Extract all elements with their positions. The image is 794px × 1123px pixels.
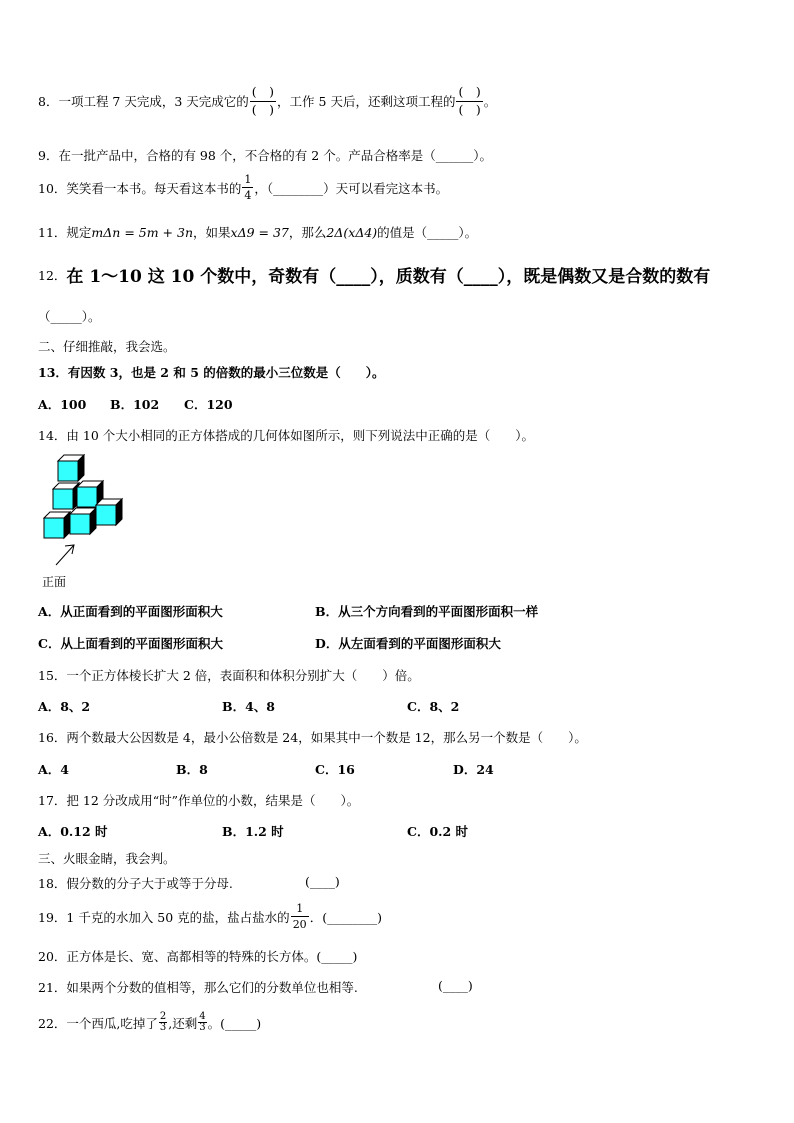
question-text: 一项工程 7 天完成，3 天完成它的 — [58, 94, 249, 109]
question-text: 笑笑看一本书。每天看这本书的 — [66, 180, 242, 196]
cube-block — [58, 455, 84, 481]
option-d[interactable]: D．24 — [453, 762, 494, 777]
question-16 — [38, 728, 587, 746]
question-19 — [38, 903, 382, 930]
question-text: ，（________）天可以看完这本书。 — [254, 180, 449, 196]
section-heading-3: 三、火眼金睛，我会判。 — [38, 851, 176, 866]
math-expression: 2Δ(xΔ4) — [326, 224, 378, 240]
question-text: 有因数 3，也是 2 和 5 的倍数的最小三位数是（ ）。 — [67, 365, 385, 380]
question-10 — [38, 174, 448, 201]
question-text: 一个西瓜,吃掉了 — [66, 1015, 158, 1031]
question-text: 两个数最大公因数是 4，最小公倍数是 24，如果其中一个数是 12，那么另一个数是（ ）。 — [66, 730, 587, 745]
question-text: （_____）。 — [38, 309, 101, 324]
cube-block — [53, 483, 79, 509]
question-20 — [38, 947, 357, 965]
option-a[interactable]: A．100 — [38, 397, 87, 412]
fraction-blank: $\frac{( )}{( )}$ — [458, 84, 481, 117]
option-c[interactable]: C．16 — [315, 762, 355, 777]
option-a[interactable]: A．8、2 — [38, 699, 91, 714]
cube-block — [70, 508, 96, 534]
fraction: $\frac{2}{3}$ — [159, 1011, 167, 1033]
option-c[interactable]: C．120 — [184, 397, 233, 412]
question-text: 把 12 分改成用“时”作单位的小数，结果是（ ）。 — [66, 793, 360, 808]
fraction: $\frac{4}{3}$ — [199, 1011, 206, 1033]
question-text: 在一批产品中，合格的有 98 个，不合格的有 2 个。产品合格率是（______）。 — [58, 148, 492, 163]
question-text: ，工作 5 天后，还剩这项工程的 — [277, 94, 456, 109]
question-8 — [38, 86, 496, 116]
option-c[interactable]: C．8、2 — [407, 699, 460, 714]
question-text: 假分数的分子大于或等于分母. — [66, 876, 233, 891]
answer-blank[interactable]: (____) — [438, 978, 473, 993]
question-text: 。(_____) — [207, 1015, 262, 1031]
fraction: $\frac{1}{20}$ — [292, 902, 307, 931]
option-c[interactable]: C．从上面看到的平面图形面积大 — [38, 636, 223, 651]
question-13 — [38, 363, 385, 381]
option-b[interactable]: B．8 — [176, 762, 208, 777]
question-number: 20． — [38, 949, 67, 964]
question-text: 如果两个分数的值相等，那么它们的分数单位也相等. — [66, 980, 358, 995]
question-text: 一个正方体棱长扩大 2 倍，表面积和体积分别扩大（ ）倍。 — [66, 668, 420, 683]
question-number: 12． — [38, 267, 67, 283]
cube-stack-figure — [40, 450, 130, 575]
question-12 — [38, 262, 710, 287]
question-14 — [38, 426, 534, 444]
cube-block — [44, 512, 70, 538]
option-a[interactable]: A．0.12 时 — [38, 824, 108, 839]
option-b[interactable]: B．从三个方向看到的平面图形面积一样 — [315, 604, 539, 619]
question-text: 正方体是长、宽、高都相等的特殊的长方体。(_____) — [66, 949, 358, 964]
question-text: 在 1～10 这 10 个数中，奇数有（____），质数有（____），既是偶数又是合数的数有 — [66, 267, 711, 287]
question-number: 9． — [38, 148, 59, 163]
option-b[interactable]: B．4、8 — [222, 699, 275, 714]
fraction-blank: $\frac{( )}{( )}$ — [251, 84, 275, 117]
math-expression: mΔn = 5m + 3n — [91, 224, 194, 240]
question-21 — [38, 978, 358, 996]
question-12-continued — [38, 307, 101, 325]
question-number: 10． — [38, 180, 67, 196]
question-15 — [38, 666, 420, 684]
question-number: 13． — [38, 365, 68, 380]
front-view-label: 正面 — [42, 575, 67, 589]
option-d[interactable]: D．从左面看到的平面图形面积大 — [315, 636, 501, 651]
arrow-icon — [56, 545, 74, 565]
option-a[interactable]: A．4 — [38, 762, 69, 777]
question-number: 15． — [38, 668, 67, 683]
option-b[interactable]: B．1.2 时 — [222, 824, 284, 839]
question-text: 。 — [483, 94, 497, 109]
question-number: 11． — [38, 225, 67, 240]
question-number: 16． — [38, 730, 67, 745]
cube-block — [96, 499, 122, 525]
question-number: 19． — [38, 909, 67, 925]
question-11: 11． 规定 mΔn = 5m + 3n ，如果 xΔ9 = 37 ，那么 2Δ(xΔ4) 的值是（_____）。 — [38, 224, 478, 240]
option-c[interactable]: C．0.2 时 — [407, 824, 469, 839]
fraction: $\frac{1}{4}$ — [244, 173, 252, 202]
question-text: 由 10 个大小相同的正方体搭成的几何体如图所示，则下列说法中正确的是（ ）。 — [66, 428, 535, 443]
question-text: 1 千克的水加入 50 克的盐，盐占盐水的 — [66, 909, 290, 925]
question-number: 22． — [38, 1015, 67, 1031]
option-a[interactable]: A．从正面看到的平面图形面积大 — [38, 604, 223, 619]
question-number: 8． — [38, 94, 59, 109]
question-number: 21． — [38, 980, 67, 995]
question-text: ,还剩 — [168, 1015, 198, 1031]
question-number: 18． — [38, 876, 67, 891]
question-18 — [38, 874, 233, 892]
option-b[interactable]: B．102 — [110, 397, 160, 412]
question-number: 17． — [38, 793, 67, 808]
math-expression: xΔ9 = 37 — [230, 224, 289, 240]
question-22 — [38, 1012, 261, 1033]
answer-blank[interactable]: (____) — [305, 874, 340, 889]
question-17 — [38, 791, 359, 809]
question-9 — [38, 146, 492, 164]
question-number: 14． — [38, 428, 67, 443]
question-text: ．(________) — [309, 909, 382, 925]
section-heading-2: 二、仔细推敲，我会选。 — [38, 339, 176, 354]
